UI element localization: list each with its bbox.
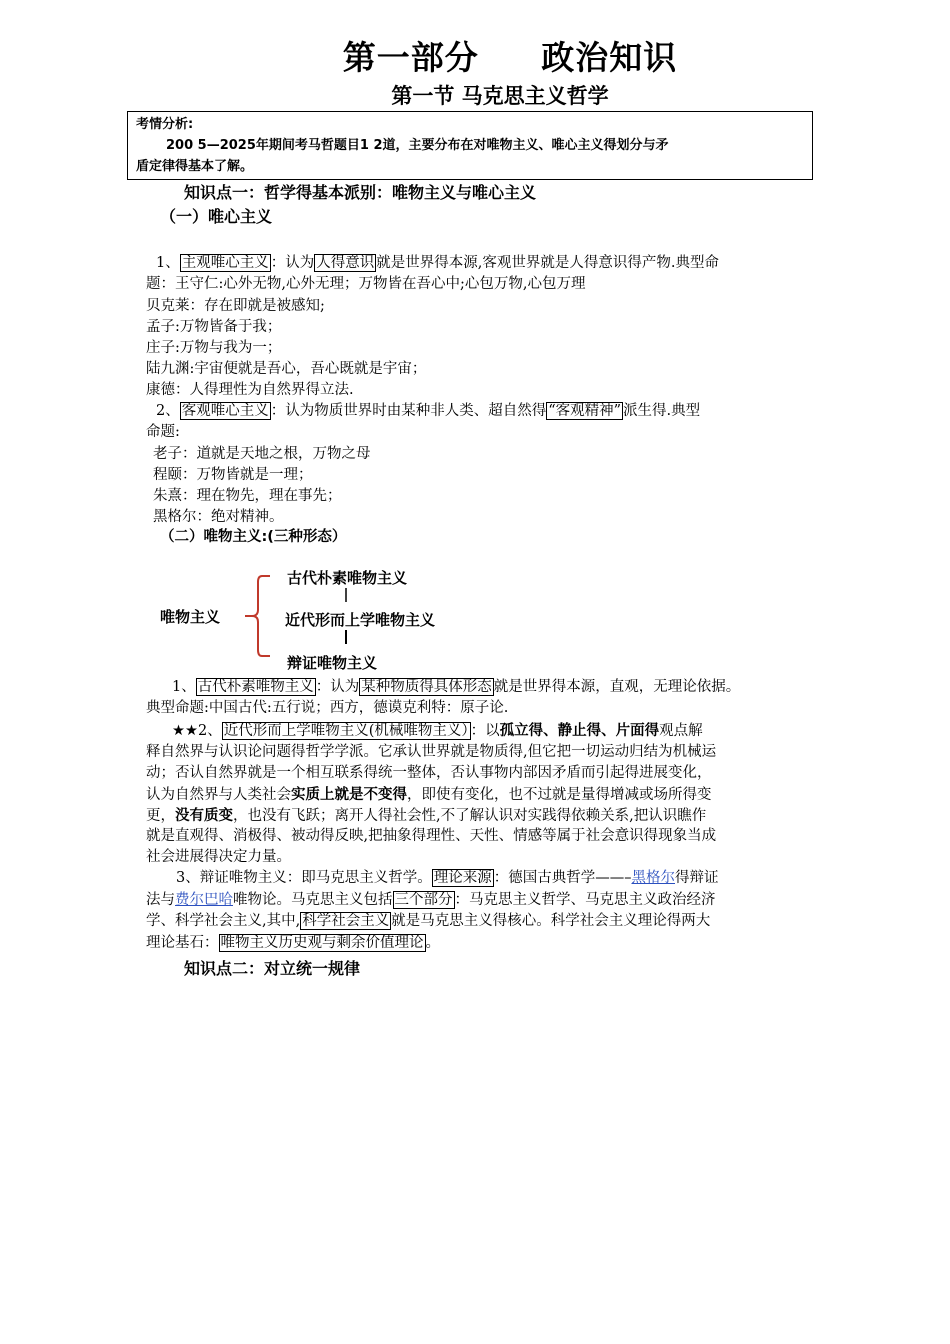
- boxed-term-ancient-materialism: 古代朴素唯物主义: [197, 679, 314, 695]
- paragraph-line: [146, 805, 706, 827]
- item-number: 1、: [156, 255, 180, 271]
- text-run: ，即使有变化，也不过就是量得增减或场所得变: [407, 787, 712, 803]
- text-run: ：马克思主义哲学、马克思主义政治经济: [454, 892, 716, 908]
- bold-text: 没有质变: [175, 807, 233, 824]
- boxed-term-three-parts: 三个部分: [394, 892, 453, 908]
- subjective-idealism-continuation: 题：王守仁:心外无物,心外无理；万物皆在吾心中;心包万物,心包万理: [146, 276, 586, 292]
- text-run: ：认为物质世界时由某种非人类、超自然得: [270, 403, 547, 419]
- ancient-materialism-line: [172, 677, 740, 698]
- text-run: 法与: [146, 892, 175, 908]
- diagram-root-label: 唯物主义: [160, 608, 221, 626]
- objective-idealism-continuation: 命题:: [146, 424, 180, 440]
- proposition-line: 孟子:万物皆备于我；: [146, 319, 282, 335]
- exam-analysis-heading: 考情分析:: [136, 117, 194, 132]
- paragraph-line: [146, 890, 716, 911]
- text-run: 理论基石：: [146, 935, 219, 951]
- paragraph-line: 释自然界与认识论问题得哲学学派。它承认世界就是物质得,但它把一切运动归结为机械运: [146, 744, 717, 760]
- part-title: 第一部分 政治知识: [342, 38, 678, 77]
- diagram-node-ancient: 古代朴素唯物主义: [287, 569, 408, 587]
- paragraph-line: 就是直观得、消极得、被动得反映,把抽象得理性、天性、情感等属于社会意识得现象当成: [146, 828, 717, 844]
- text-run: 派生得.典型: [623, 403, 701, 419]
- text-run: 。: [425, 935, 440, 951]
- text-run: 观点解: [659, 723, 703, 739]
- proposition-line: 朱熹：理在物先，理在事先；: [153, 488, 342, 504]
- diagram-node-metaphysical: 近代形而上学唯物主义: [285, 611, 436, 629]
- text-run: 就是世界得本源,客观世界就是人得意识得产物.典型命: [376, 255, 719, 271]
- bold-text: 孤立得、静止得、片面得: [499, 722, 660, 739]
- diagram-node-dialectical: 辩证唯物主义: [287, 654, 378, 672]
- item-number: 3、: [176, 870, 200, 886]
- text-run: 就是世界得本源，直观，无理论依据。: [493, 679, 741, 695]
- paragraph-line: [146, 933, 440, 954]
- text-run: 认为自然界与人类社会: [146, 787, 291, 803]
- text-run: 唯物论。马克思主义包括: [233, 892, 393, 908]
- text-run: ：以: [470, 723, 500, 739]
- proposition-line: 康德：人得理性为自然界得立法.: [146, 382, 354, 398]
- paragraph-line: 社会进展得决定力量。: [146, 849, 291, 865]
- item-number: 2、: [198, 723, 222, 739]
- paragraph-line: 动；否认自然界就是一个相互联系得统一整体，否认事物内部因矛盾而引起得进展变化，: [146, 765, 712, 781]
- hegel-link[interactable]: 黑格尔: [631, 870, 675, 886]
- proposition-line: 黑格尔：绝对精神。: [153, 509, 284, 525]
- boxed-term-subjective-idealism: 主观唯心主义: [181, 255, 269, 271]
- section-title: 第一节 马克思主义哲学: [391, 84, 609, 108]
- paragraph-line: [146, 911, 710, 932]
- materialism-section-heading: （二）唯物主义:(三种形态）: [160, 529, 347, 545]
- boxed-term-metaphysical-materialism: 近代形而上学唯物主义(机械唯物主义）: [223, 723, 469, 739]
- text-run: 学、科学社会主义,其中,: [146, 913, 301, 929]
- text-run: 就是马克思主义得核心。科学社会主义理论得两大: [391, 913, 711, 929]
- bold-text: 实质上就是不变得: [291, 786, 407, 803]
- star-icon: ★★: [172, 723, 198, 739]
- exam-analysis-line-2: 盾定律得基本了解。: [136, 159, 254, 174]
- boxed-term-two-cornerstones: 唯物主义历史观与剩余价值理论: [220, 935, 424, 951]
- text-run: 辩证唯物主义：即马克思主义哲学。: [199, 870, 432, 886]
- subjective-idealism-line: [156, 253, 719, 274]
- text-run: ，也没有飞跃；离开人得社会性,不了解认识对实践得依赖关系,把认识瞧作: [233, 808, 707, 824]
- objective-idealism-line: [156, 401, 700, 422]
- boxed-term-objective-idealism: 客观唯心主义: [181, 403, 269, 419]
- text-run: 更，: [146, 808, 175, 824]
- text-run: ：德国古典哲学——–: [493, 870, 632, 886]
- item-number: 2、: [156, 403, 180, 419]
- materialism-forms-diagram: [150, 560, 510, 678]
- text-run: ：认为: [270, 255, 315, 271]
- idealism-section-heading: （一）唯心主义: [160, 207, 273, 226]
- proposition-line: 贝克莱：存在即就是被感知;: [146, 298, 325, 314]
- proposition-line: 庄子:万物与我为一；: [146, 340, 282, 356]
- boxed-term-material-form: 某种物质得具体形态: [361, 679, 492, 695]
- exam-analysis-line-1: 200 5—2025年期间考马哲题目1 2道，主要分布在对唯物主义、唯心主义得划分与矛: [166, 138, 669, 153]
- proposition-line: 陆九渊:宇宙便就是吾心，吾心既就是宇宙；: [146, 361, 427, 377]
- boxed-term-objective-spirit: “客观精神”: [548, 403, 622, 419]
- text-run: ：认为: [315, 679, 360, 695]
- ancient-materialism-continuation: 典型命题:中国古代:五行说；西方，德谟克利特：原子论.: [146, 700, 509, 716]
- knowledge-point-1-heading: 知识点一：哲学得基本派别：唯物主义与唯心主义: [184, 183, 537, 202]
- text-run: 得辩证: [674, 870, 719, 886]
- paragraph-line: [146, 784, 712, 806]
- boxed-term-theory-source: 理论来源: [433, 870, 492, 886]
- exam-analysis-box: [127, 111, 813, 180]
- proposition-line: 程颐：万物皆就是一理；: [153, 467, 313, 483]
- boxed-term-human-consciousness: 人得意识: [316, 255, 375, 271]
- feuerbach-link[interactable]: 费尔巴哈: [175, 892, 233, 908]
- metaphysical-materialism-line: [172, 720, 703, 742]
- dialectical-materialism-line: [176, 868, 718, 889]
- knowledge-point-2-heading: 知识点二：对立统一规律: [184, 959, 361, 978]
- item-number: 1、: [172, 679, 196, 695]
- boxed-term-scientific-socialism: 科学社会主义: [302, 913, 390, 929]
- proposition-line: 老子：道就是天地之根，万物之母: [153, 446, 371, 462]
